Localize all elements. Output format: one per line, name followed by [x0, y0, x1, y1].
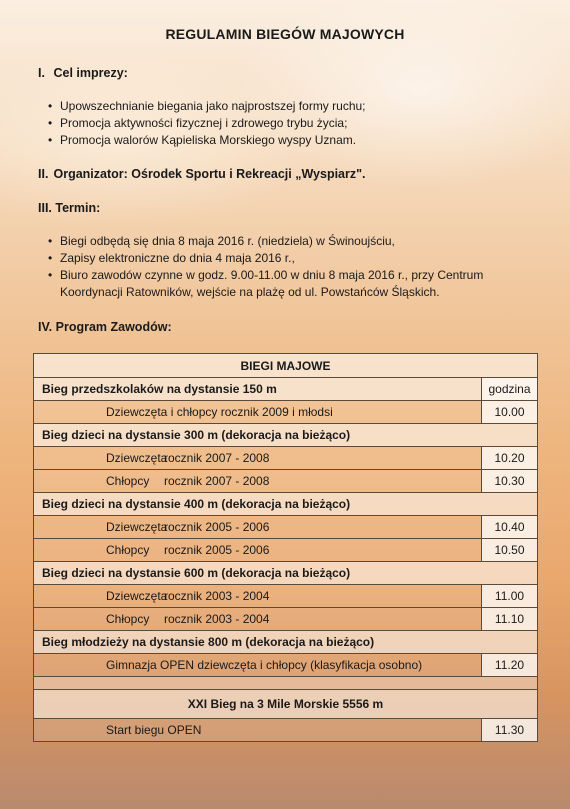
- row-year: rocznik 2005 - 2006: [164, 543, 270, 557]
- section-number: IV.: [38, 320, 53, 334]
- row-time: 11.20: [481, 654, 537, 676]
- list-item: • Zapisy elektroniczne do dnia 4 maja 2016 r.,: [48, 250, 528, 267]
- category-label: Bieg dzieci na dystansie 600 m (dekoracja na bieżąco): [42, 566, 351, 580]
- row-year: rocznik 2007 - 2008: [164, 474, 270, 488]
- row-label: Dziewczęta i chłopcy rocznik 2009 i młodsi: [106, 405, 333, 419]
- table-row: [34, 561, 537, 584]
- table-row: [34, 689, 537, 718]
- row-time: 10.00: [481, 401, 537, 423]
- table-row: [34, 423, 537, 446]
- list-item: • Biegi odbędą się dnia 8 maja 2016 r. (niedziela) w Świnoujściu,: [48, 233, 528, 250]
- page-title: REGULAMIN BIEGÓW MAJOWYCH: [165, 26, 405, 42]
- row-year: rocznik 2003 - 2004: [164, 612, 270, 626]
- row-year: rocznik 2007 - 2008: [164, 451, 270, 465]
- row-time: 10.50: [481, 539, 537, 561]
- row-year: rocznik 2005 - 2006: [164, 520, 270, 534]
- table-title: BIEGI MAJOWE: [240, 358, 331, 373]
- row-who: Chłopcy: [106, 612, 150, 626]
- section-termin: [38, 201, 100, 215]
- section-cel: [38, 66, 128, 80]
- section-organizator: [38, 167, 366, 181]
- row-time: 11.10: [481, 608, 537, 630]
- row-label: Gimnazja OPEN dziewczęta i chłopcy (klasyfikacja osobno): [106, 658, 423, 672]
- section-label: Termin:: [55, 201, 101, 215]
- list-item: • Upowszechnianie biegania jako najprostszej formy ruchu;: [48, 98, 366, 115]
- row-year: rocznik 2003 - 2004: [164, 589, 270, 603]
- table-row: [34, 492, 537, 515]
- row-label: Start biegu OPEN: [106, 723, 202, 737]
- section-number: II.: [38, 167, 49, 181]
- row-time: 10.40: [481, 516, 537, 538]
- row-who: Chłopcy: [106, 543, 150, 557]
- section-label: Organizator: Ośrodek Sportu i Rekreacji „Wyspiarz".: [53, 167, 366, 181]
- section-number: III.: [38, 201, 52, 215]
- time-header: godzina: [481, 378, 537, 400]
- list-item: • Biuro zawodów czynne w godz. 9.00-11.00 w dniu 8 maja 2016 r., przy Centrum Koordynacji Ratowników, wejście na plażę od ul. Powstańców Śląskich.: [48, 267, 528, 301]
- section-program: [38, 320, 172, 334]
- category-label: Bieg młodzieży na dystansie 800 m (dekoracja na bieżąco): [42, 635, 375, 649]
- row-time: 10.30: [481, 470, 537, 492]
- table-row: [34, 718, 537, 741]
- cel-list: [48, 98, 366, 149]
- category-label: Bieg dzieci na dystansie 400 m (dekoracja na bieżąco): [42, 497, 351, 511]
- section-label: Cel imprezy:: [53, 66, 128, 80]
- table-row: [34, 469, 537, 492]
- section-label: Program Zawodów:: [55, 320, 172, 334]
- section-number: I.: [38, 66, 45, 80]
- table-row: [34, 446, 537, 469]
- list-item: • Promocja aktywności fizycznej i zdrowego trybu życia;: [48, 115, 366, 132]
- table-row: [34, 607, 537, 630]
- table-row: [34, 584, 537, 607]
- row-who: Chłopcy: [106, 474, 150, 488]
- row-who: Dziewczęta: [106, 520, 168, 534]
- row-time: 11.00: [481, 585, 537, 607]
- category-label: Bieg przedszkolaków na dystansie 150 m: [42, 382, 277, 396]
- row-time: 10.20: [481, 447, 537, 469]
- table-row: [34, 538, 537, 561]
- row-who: Dziewczęta: [106, 589, 168, 603]
- table-row: [34, 377, 537, 400]
- table-row: [34, 400, 537, 423]
- category-label: XXI Bieg na 3 Mile Morskie 5556 m: [187, 697, 384, 711]
- table-row: [34, 653, 537, 676]
- row-time: 11.30: [481, 719, 537, 741]
- category-label: Bieg dzieci na dystansie 300 m (dekoracja na bieżąco): [42, 428, 351, 442]
- table-header: [34, 354, 537, 377]
- program-table: [33, 353, 538, 742]
- termin-list: [48, 233, 528, 301]
- table-row: [34, 630, 537, 653]
- table-row: [34, 515, 537, 538]
- list-item: • Promocja walorów Kąpieliska Morskiego wyspy Uznam.: [48, 132, 366, 149]
- row-who: Dziewczęta: [106, 451, 168, 465]
- table-divider: [34, 676, 537, 689]
